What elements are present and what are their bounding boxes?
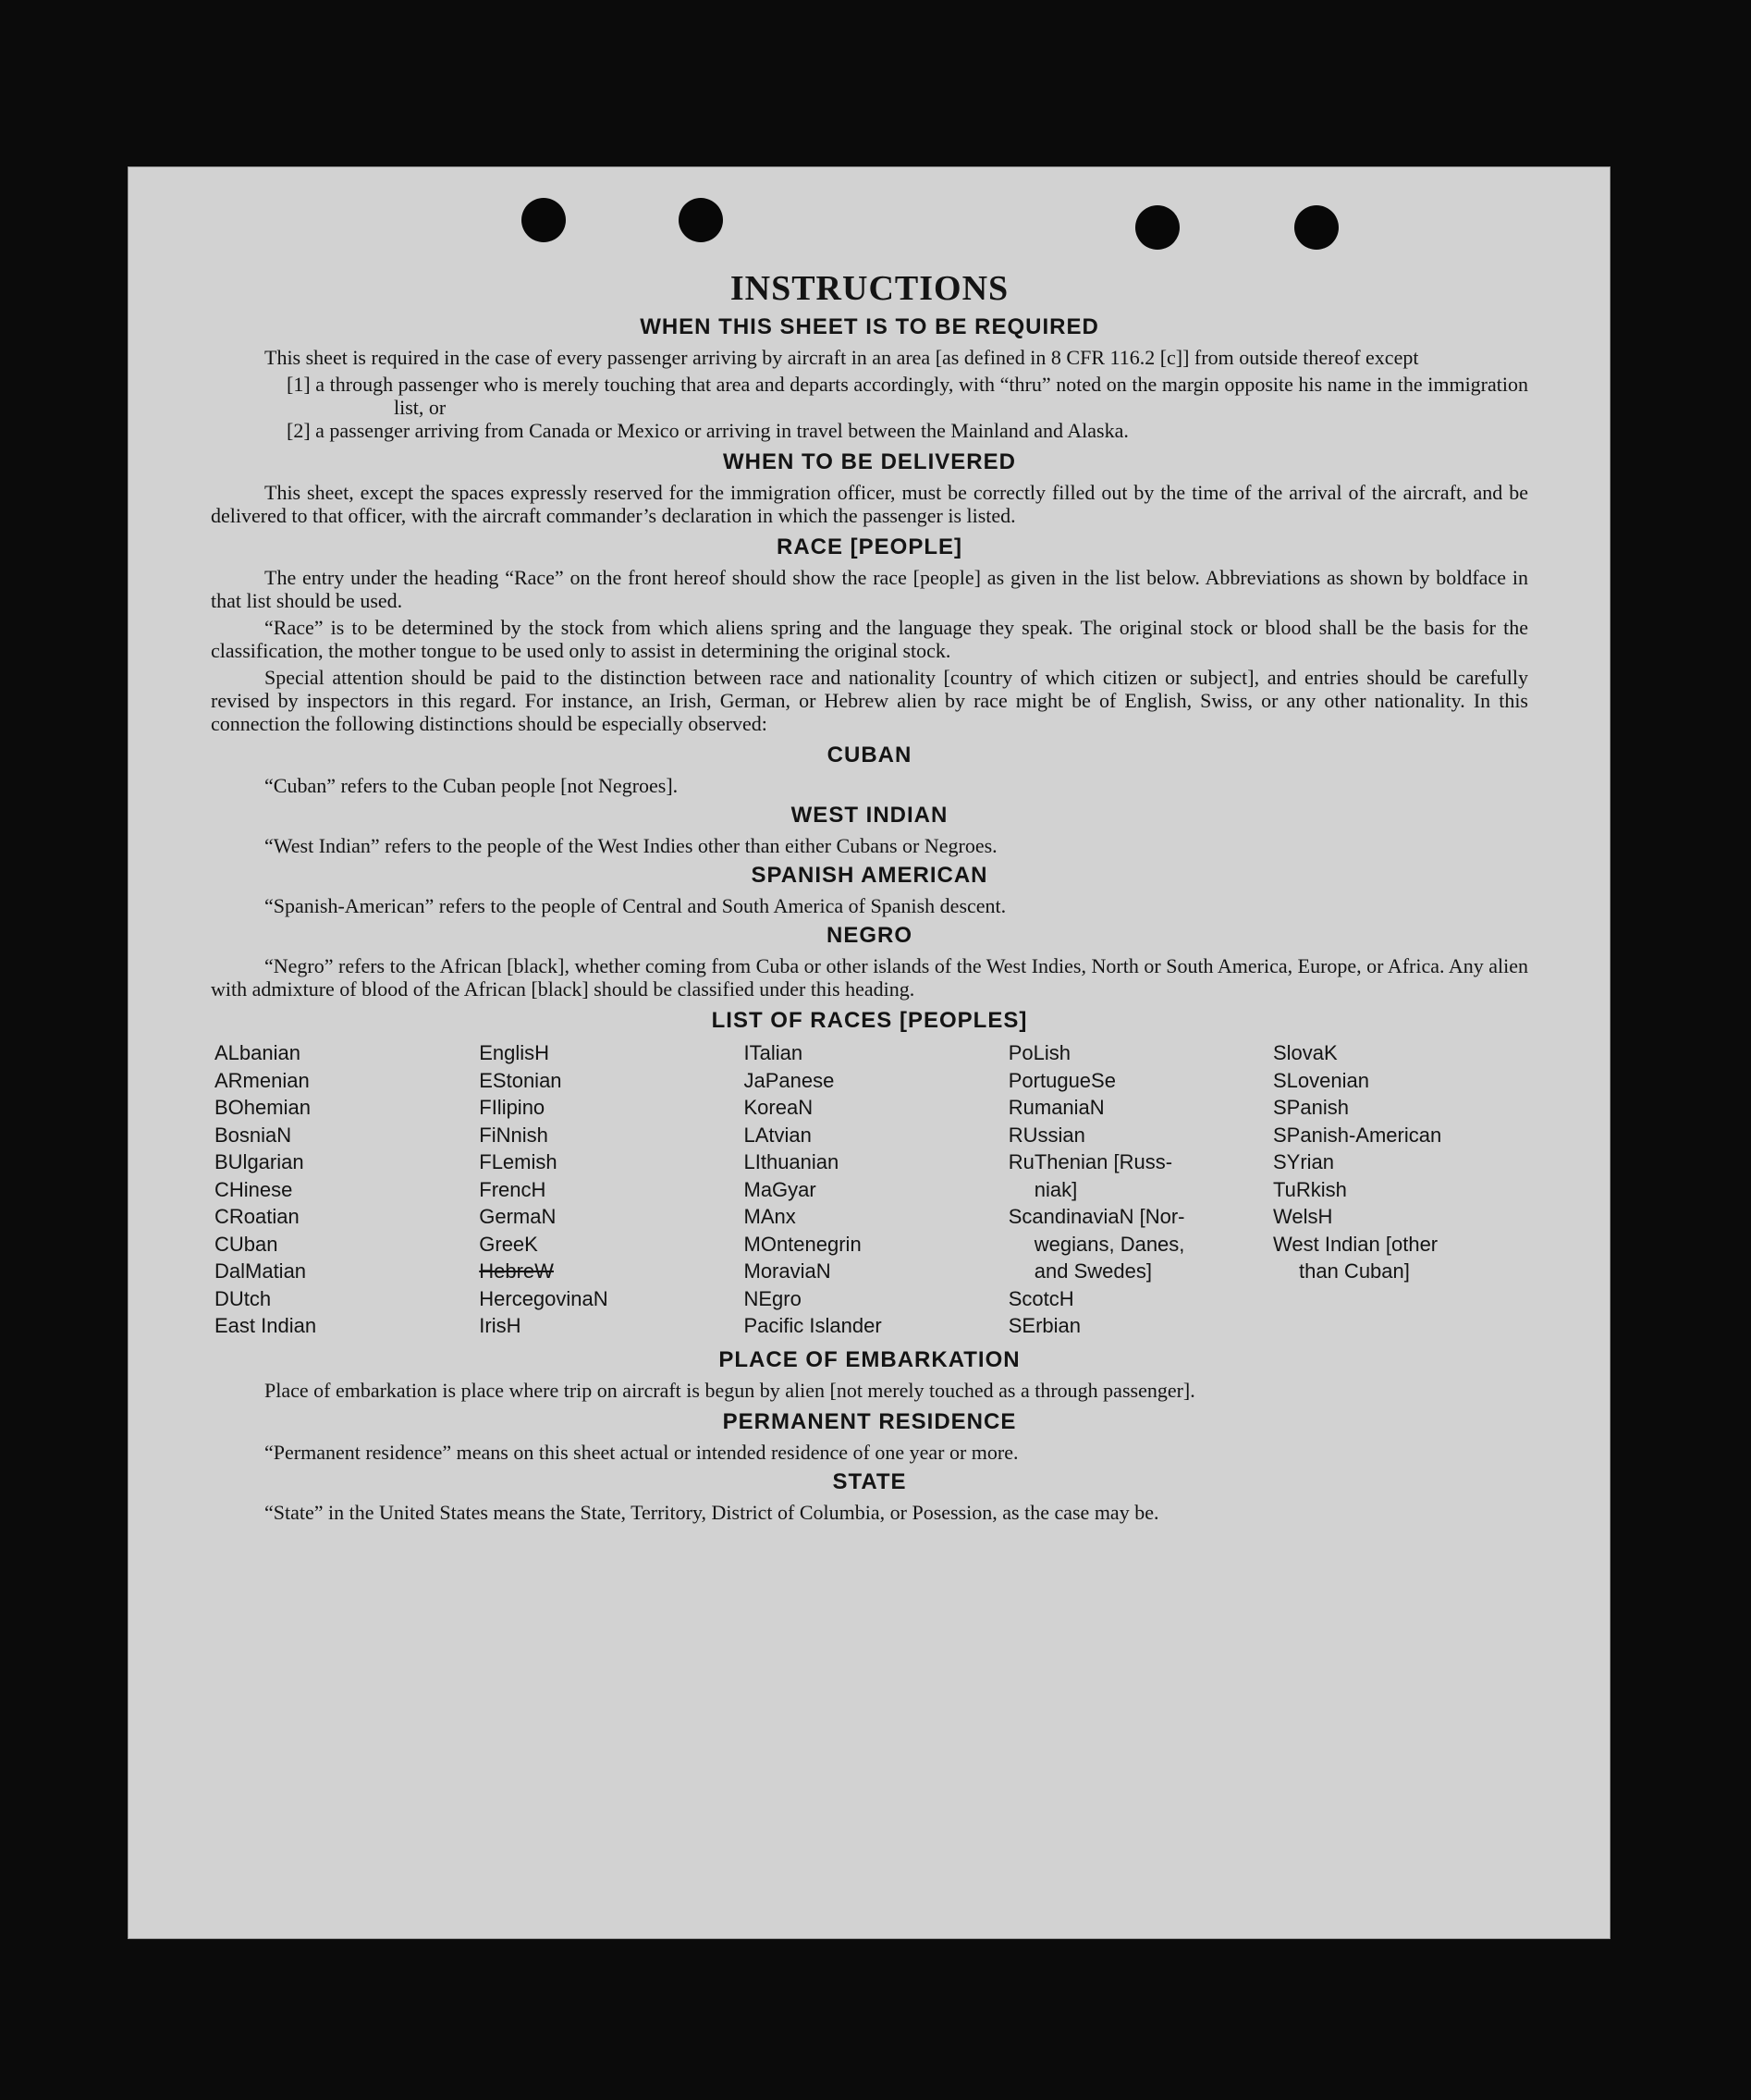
race-entry: SPanish-American [1273, 1123, 1442, 1147]
when-required-intro: This sheet is required in the case of every passenger arriving by aircraft in an area [as defined in 8 CFR 116.2 [c]] from outside thereof except [264, 346, 1419, 369]
when-delivered-text: This sheet, except the spaces expressly reserved for the immigration officer, must be correctly filled out by the time of the arrival of the aircraft, and be delivered to that officer, with the aircraft commander’s declaration in which the passenger is listed. [211, 481, 1528, 527]
race-column [479, 1039, 734, 1340]
punch-hole [679, 198, 723, 242]
race-paragraph-2: “Race” is to be determined by the stock from which aliens spring and the language they speak. The original stock or blood shall be the basis for the classification, the mother tongue to be used only to assist in determining the original stock. [211, 616, 1528, 662]
race-entry: ScotcH [1008, 1286, 1074, 1310]
race-entry: PoLish [1008, 1041, 1071, 1064]
race-entry: West Indian [other [1273, 1232, 1439, 1256]
race-column [1009, 1039, 1264, 1340]
west-indian-text: “West Indian” refers to the people of the West Indies other than either Cubans or Negroes. [264, 834, 998, 857]
race-entry: FLemish [479, 1150, 557, 1173]
race-entry: HercegovinaN [479, 1286, 608, 1310]
heading-state: STATE [832, 1468, 907, 1494]
race-entry: ITalian [743, 1041, 803, 1064]
race-entry: SLovenian [1273, 1068, 1369, 1092]
race-entry: IrisH [479, 1314, 521, 1337]
race-entry: RumaniaN [1008, 1096, 1105, 1119]
race-entry: MOntenegrin [743, 1232, 862, 1256]
heading-when-required: WHEN THIS SHEET IS TO BE REQUIRED [640, 314, 1099, 339]
race-entry: SlovaK [1273, 1041, 1338, 1064]
heading-embarkation: PLACE OF EMBARKATION [718, 1346, 1021, 1372]
race-entry: BOhemian [214, 1096, 311, 1119]
race-column [214, 1039, 470, 1340]
race-entry: EStonian [479, 1068, 562, 1092]
heading-permanent-residence: PERMANENT RESIDENCE [722, 1408, 1017, 1434]
race-entry: KoreaN [743, 1096, 814, 1119]
negro-text: “Negro” refers to the African [black], whether coming from Cuba or other islands of the West Indies, North or South America, Europe, or Africa. Any alien with admixture of blood of the African [black] should be classified under this heading. [211, 954, 1528, 1001]
race-entry: GermaN [479, 1205, 557, 1228]
state-text: “State” in the United States means the State, Territory, District of Columbia, or Posession, as the case may be. [264, 1500, 1159, 1524]
race-entry: RuThenian [Russ- [1008, 1150, 1173, 1173]
race-entry: ScandinaviaN [Nor- [1008, 1205, 1185, 1228]
embarkation-text: Place of embarkation is place where trip on aircraft is begun by alien [not merely touched as a through passenger]. [264, 1378, 1195, 1402]
race-entry: MAnx [743, 1205, 796, 1228]
race-entry: NEgro [743, 1286, 802, 1310]
permanent-residence-text: “Permanent residence” means on this sheet actual or intended residence of one year or more. [264, 1440, 1019, 1464]
race-entry: and Swedes] [1034, 1259, 1152, 1283]
heading-cuban: CUBAN [827, 743, 912, 768]
race-entry: wegians, Danes, [1034, 1232, 1185, 1256]
race-entry: LAtvian [743, 1123, 812, 1147]
heading-when-delivered: WHEN TO BE DELIVERED [723, 449, 1016, 474]
heading-west-indian: WEST INDIAN [790, 803, 949, 828]
race-list [214, 1039, 1528, 1340]
race-paragraph-1: The entry under the heading “Race” on the front hereof should show the race [people] as given in the list below. Abbreviations as shown by boldface in that list should be used. [211, 566, 1528, 612]
instructions-content [211, 268, 1528, 1528]
race-entry: LIthuanian [743, 1150, 839, 1173]
race-entry: CRoatian [214, 1205, 300, 1228]
race-entry: SPanish [1273, 1096, 1349, 1119]
race-entry: JaPanese [743, 1068, 835, 1092]
race-entry: CHinese [214, 1177, 293, 1201]
race-entry: FiNnish [479, 1123, 548, 1147]
race-entry: MaGyar [743, 1177, 816, 1201]
race-entry: East Indian [214, 1314, 317, 1337]
race-entry: BUlgarian [214, 1150, 304, 1173]
race-entry: DalMatian [214, 1259, 307, 1283]
race-entry: DUtch [214, 1286, 272, 1310]
race-entry: SYrian [1273, 1150, 1335, 1173]
race-entry: TuRkish [1273, 1177, 1347, 1201]
document-page [128, 166, 1610, 1939]
race-entry: BosniaN [214, 1123, 292, 1147]
race-entry: SErbian [1008, 1314, 1082, 1337]
punch-hole [1135, 205, 1180, 250]
race-entry: than Cuban] [1299, 1259, 1410, 1283]
race-entry: Pacific Islander [743, 1314, 882, 1337]
race-entry: FIlipino [479, 1096, 545, 1119]
heading-spanish-american: SPANISH AMERICAN [751, 863, 988, 888]
race-entry: MoraviaN [743, 1259, 831, 1283]
spanish-american-text: “Spanish-American” refers to the people of Central and South America of Spanish descent. [264, 894, 1007, 917]
heading-list-of-races: LIST OF RACES [PEOPLES] [711, 1008, 1028, 1033]
heading-race: RACE [PEOPLE] [776, 534, 962, 559]
race-column [1273, 1039, 1528, 1340]
when-required-item-1: [1] a through passenger who is merely touching that area and departs accordingly, with “thru” noted on the margin opposite his name in the immigration list, or [287, 373, 1528, 419]
race-entry: EnglisH [479, 1041, 550, 1064]
race-entry: niak] [1034, 1177, 1078, 1201]
cuban-text: “Cuban” refers to the Cuban people [not Negroes]. [264, 774, 679, 797]
race-entry: GreeK [479, 1232, 538, 1256]
when-required-item-2: [2] a passenger arriving from Canada or Mexico or arriving in travel between the Mainland and Alaska. [287, 419, 1129, 442]
race-entry: ARmenian [214, 1068, 310, 1092]
punch-hole [521, 198, 566, 242]
race-entry: FrencH [479, 1177, 546, 1201]
race-entry: RUssian [1008, 1123, 1085, 1147]
race-entry: HebreW [479, 1259, 554, 1283]
punch-hole [1294, 205, 1339, 250]
race-entry: WelsH [1273, 1205, 1333, 1228]
race-entry: PortugueSe [1008, 1068, 1116, 1092]
race-paragraph-3: Special attention should be paid to the distinction between race and nationality [country of which citizen or subject], and entries should be carefully revised by inspectors in this regard. For instance, an Irish, German, or Hebrew alien by race might be of English, Swiss, or any other nationality. In this connection the following distinctions should be especially observed: [211, 666, 1528, 735]
race-entry: ALbanian [214, 1041, 300, 1064]
race-entry: CUban [214, 1232, 278, 1256]
heading-negro: NEGRO [826, 923, 912, 948]
race-column [744, 1039, 999, 1340]
page-title: INSTRUCTIONS [729, 269, 1010, 308]
